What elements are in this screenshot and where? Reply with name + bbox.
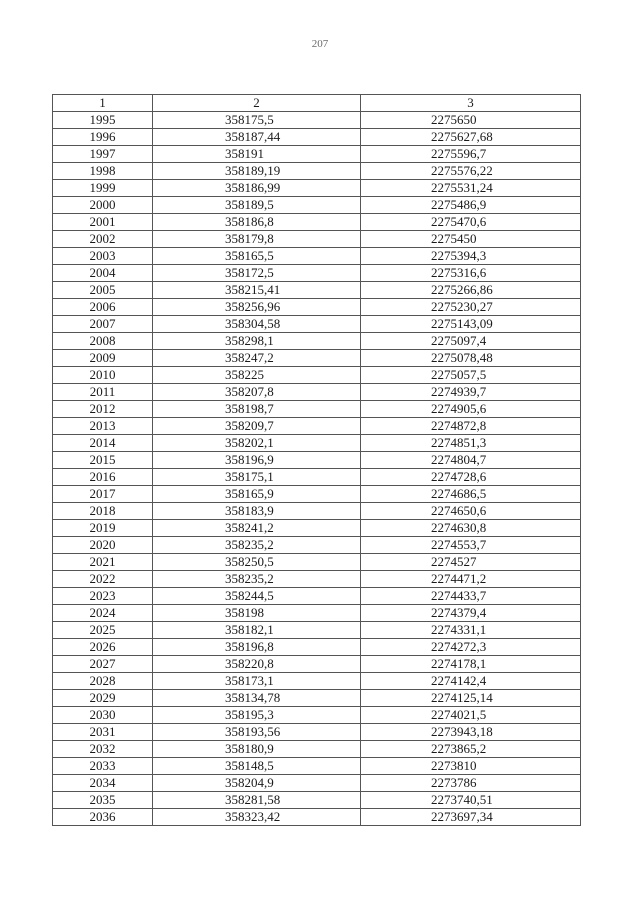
table-row	[53, 758, 581, 775]
table-row	[53, 333, 581, 350]
y-coordinate-cell: 2273697,34	[361, 809, 581, 826]
y-coordinate-cell: 2274686,5	[361, 486, 581, 503]
table-row	[53, 367, 581, 384]
column-header: 1	[53, 95, 153, 112]
x-coordinate-cell: 358215,41	[153, 282, 361, 299]
point-number-cell: 2020	[53, 537, 153, 554]
x-coordinate-cell: 358172,5	[153, 265, 361, 282]
table-row	[53, 809, 581, 826]
x-coordinate-cell: 358196,9	[153, 452, 361, 469]
table-row	[53, 622, 581, 639]
point-number-cell: 1995	[53, 112, 153, 129]
y-coordinate-cell: 2274331,1	[361, 622, 581, 639]
x-coordinate-cell: 358298,1	[153, 333, 361, 350]
point-number-cell: 2033	[53, 758, 153, 775]
table-row	[53, 707, 581, 724]
x-coordinate-cell: 358323,42	[153, 809, 361, 826]
point-number-cell: 2008	[53, 333, 153, 350]
table-row	[53, 605, 581, 622]
y-coordinate-cell: 2275576,22	[361, 163, 581, 180]
x-coordinate-cell: 358250,5	[153, 554, 361, 571]
x-coordinate-cell: 358179,8	[153, 231, 361, 248]
point-number-cell: 2019	[53, 520, 153, 537]
table-row	[53, 503, 581, 520]
y-coordinate-cell: 2274650,6	[361, 503, 581, 520]
x-coordinate-cell: 358235,2	[153, 537, 361, 554]
column-header: 2	[153, 95, 361, 112]
y-coordinate-cell: 2275650	[361, 112, 581, 129]
point-number-cell: 1998	[53, 163, 153, 180]
y-coordinate-cell: 2275143,09	[361, 316, 581, 333]
table-row	[53, 792, 581, 809]
table-body	[53, 95, 581, 826]
y-coordinate-cell: 2274872,8	[361, 418, 581, 435]
table-row	[53, 724, 581, 741]
x-coordinate-cell: 358187,44	[153, 129, 361, 146]
y-coordinate-cell: 2275394,3	[361, 248, 581, 265]
y-coordinate-cell: 2274905,6	[361, 401, 581, 418]
y-coordinate-cell: 2274142,4	[361, 673, 581, 690]
table-row	[53, 486, 581, 503]
x-coordinate-cell: 358182,1	[153, 622, 361, 639]
table-row	[53, 418, 581, 435]
x-coordinate-cell: 358175,5	[153, 112, 361, 129]
point-number-cell: 2025	[53, 622, 153, 639]
y-coordinate-cell: 2275531,24	[361, 180, 581, 197]
y-coordinate-cell: 2274272,3	[361, 639, 581, 656]
x-coordinate-cell: 358165,9	[153, 486, 361, 503]
x-coordinate-cell: 358180,9	[153, 741, 361, 758]
x-coordinate-cell: 358207,8	[153, 384, 361, 401]
table-row	[53, 350, 581, 367]
point-number-cell: 2024	[53, 605, 153, 622]
table-row	[53, 690, 581, 707]
point-number-cell: 2012	[53, 401, 153, 418]
point-number-cell: 2017	[53, 486, 153, 503]
table-row	[53, 571, 581, 588]
table-row	[53, 639, 581, 656]
table-row	[53, 265, 581, 282]
point-number-cell: 2021	[53, 554, 153, 571]
table-row	[53, 146, 581, 163]
y-coordinate-cell: 2274379,4	[361, 605, 581, 622]
table-row	[53, 588, 581, 605]
x-coordinate-cell: 358186,99	[153, 180, 361, 197]
x-coordinate-cell: 358256,96	[153, 299, 361, 316]
point-number-cell: 2013	[53, 418, 153, 435]
point-number-cell: 2004	[53, 265, 153, 282]
y-coordinate-cell: 2274433,7	[361, 588, 581, 605]
point-number-cell: 2010	[53, 367, 153, 384]
y-coordinate-cell: 2275078,48	[361, 350, 581, 367]
table-row	[53, 775, 581, 792]
y-coordinate-cell: 2273943,18	[361, 724, 581, 741]
point-number-cell: 2030	[53, 707, 153, 724]
table-row	[53, 469, 581, 486]
point-number-cell: 2002	[53, 231, 153, 248]
point-number-cell: 2006	[53, 299, 153, 316]
x-coordinate-cell: 358204,9	[153, 775, 361, 792]
column-header: 3	[361, 95, 581, 112]
point-number-cell: 2016	[53, 469, 153, 486]
point-number-cell: 2015	[53, 452, 153, 469]
table-row	[53, 435, 581, 452]
y-coordinate-cell: 2274125,14	[361, 690, 581, 707]
point-number-cell: 2018	[53, 503, 153, 520]
x-coordinate-cell: 358195,3	[153, 707, 361, 724]
y-coordinate-cell: 2275057,5	[361, 367, 581, 384]
point-number-cell: 1997	[53, 146, 153, 163]
x-coordinate-cell: 358165,5	[153, 248, 361, 265]
y-coordinate-cell: 2275470,6	[361, 214, 581, 231]
y-coordinate-cell: 2273786	[361, 775, 581, 792]
x-coordinate-cell: 358193,56	[153, 724, 361, 741]
y-coordinate-cell: 2275266,86	[361, 282, 581, 299]
point-number-cell: 1996	[53, 129, 153, 146]
table-row	[53, 282, 581, 299]
y-coordinate-cell: 2274804,7	[361, 452, 581, 469]
table-row	[53, 554, 581, 571]
x-coordinate-cell: 358148,5	[153, 758, 361, 775]
table-row	[53, 452, 581, 469]
table-row	[53, 112, 581, 129]
point-number-cell: 2022	[53, 571, 153, 588]
table-row	[53, 231, 581, 248]
point-number-cell: 2029	[53, 690, 153, 707]
point-number-cell: 2036	[53, 809, 153, 826]
y-coordinate-cell: 2274471,2	[361, 571, 581, 588]
y-coordinate-cell: 2275450	[361, 231, 581, 248]
x-coordinate-cell: 358304,58	[153, 316, 361, 333]
table-row	[53, 180, 581, 197]
table-row	[53, 248, 581, 265]
table-row	[53, 214, 581, 231]
x-coordinate-cell: 358241,2	[153, 520, 361, 537]
point-number-cell: 2011	[53, 384, 153, 401]
x-coordinate-cell: 358134,78	[153, 690, 361, 707]
y-coordinate-cell: 2275596,7	[361, 146, 581, 163]
x-coordinate-cell: 358198,7	[153, 401, 361, 418]
y-coordinate-cell: 2273865,2	[361, 741, 581, 758]
y-coordinate-cell: 2273810	[361, 758, 581, 775]
point-number-cell: 2034	[53, 775, 153, 792]
x-coordinate-cell: 358281,58	[153, 792, 361, 809]
x-coordinate-cell: 358209,7	[153, 418, 361, 435]
table-row	[53, 197, 581, 214]
coordinate-table	[52, 94, 581, 826]
table-row	[53, 401, 581, 418]
x-coordinate-cell: 358175,1	[153, 469, 361, 486]
x-coordinate-cell: 358189,5	[153, 197, 361, 214]
point-number-cell: 2035	[53, 792, 153, 809]
table-row	[53, 384, 581, 401]
table-row	[53, 299, 581, 316]
x-coordinate-cell: 358196,8	[153, 639, 361, 656]
y-coordinate-cell: 2274728,6	[361, 469, 581, 486]
x-coordinate-cell: 358220,8	[153, 656, 361, 673]
point-number-cell: 2001	[53, 214, 153, 231]
y-coordinate-cell: 2275230,27	[361, 299, 581, 316]
y-coordinate-cell: 2273740,51	[361, 792, 581, 809]
point-number-cell: 1999	[53, 180, 153, 197]
table-row	[53, 520, 581, 537]
x-coordinate-cell: 358186,8	[153, 214, 361, 231]
x-coordinate-cell: 358235,2	[153, 571, 361, 588]
point-number-cell: 2005	[53, 282, 153, 299]
table-row	[53, 656, 581, 673]
x-coordinate-cell: 358191	[153, 146, 361, 163]
table-row	[53, 673, 581, 690]
point-number-cell: 2026	[53, 639, 153, 656]
page-number: 207	[311, 38, 329, 50]
table-header-row	[53, 95, 581, 112]
x-coordinate-cell: 358247,2	[153, 350, 361, 367]
y-coordinate-cell: 2274851,3	[361, 435, 581, 452]
point-number-cell: 2028	[53, 673, 153, 690]
point-number-cell: 2031	[53, 724, 153, 741]
table-row	[53, 163, 581, 180]
x-coordinate-cell: 358173,1	[153, 673, 361, 690]
table-row	[53, 316, 581, 333]
x-coordinate-cell: 358183,9	[153, 503, 361, 520]
point-number-cell: 2009	[53, 350, 153, 367]
y-coordinate-cell: 2275486,9	[361, 197, 581, 214]
y-coordinate-cell: 2275316,6	[361, 265, 581, 282]
y-coordinate-cell: 2275097,4	[361, 333, 581, 350]
x-coordinate-cell: 358244,5	[153, 588, 361, 605]
table-row	[53, 741, 581, 758]
y-coordinate-cell: 2274553,7	[361, 537, 581, 554]
x-coordinate-cell: 358189,19	[153, 163, 361, 180]
point-number-cell: 2032	[53, 741, 153, 758]
y-coordinate-cell: 2275627,68	[361, 129, 581, 146]
point-number-cell: 2014	[53, 435, 153, 452]
table-row	[53, 537, 581, 554]
y-coordinate-cell: 2274527	[361, 554, 581, 571]
x-coordinate-cell: 358202,1	[153, 435, 361, 452]
point-number-cell: 2003	[53, 248, 153, 265]
y-coordinate-cell: 2274939,7	[361, 384, 581, 401]
x-coordinate-cell: 358198	[153, 605, 361, 622]
point-number-cell: 2000	[53, 197, 153, 214]
point-number-cell: 2007	[53, 316, 153, 333]
point-number-cell: 2023	[53, 588, 153, 605]
point-number-cell: 2027	[53, 656, 153, 673]
y-coordinate-cell: 2274021,5	[361, 707, 581, 724]
y-coordinate-cell: 2274178,1	[361, 656, 581, 673]
table-row	[53, 129, 581, 146]
x-coordinate-cell: 358225	[153, 367, 361, 384]
y-coordinate-cell: 2274630,8	[361, 520, 581, 537]
